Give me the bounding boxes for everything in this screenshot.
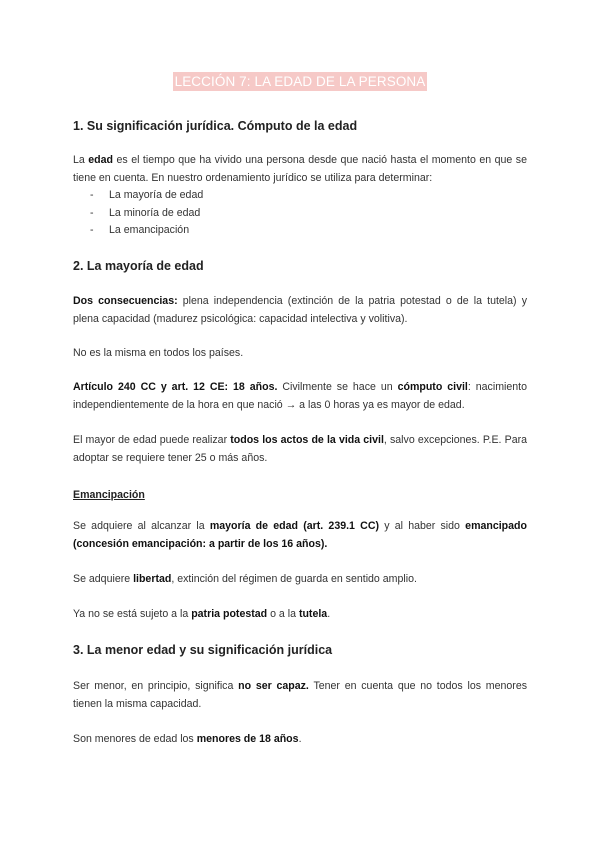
section-2-paragraph-4	[73, 432, 527, 467]
list-item-label: La minoría de edad	[109, 206, 201, 219]
list-item	[90, 205, 203, 223]
list-dash: -	[90, 224, 94, 236]
list-item	[90, 187, 203, 205]
bold-text: libertad	[133, 573, 172, 585]
section-2-paragraph-3	[73, 379, 527, 414]
bold-text: Artículo 240 CC y art. 12 CE: 18 años.	[73, 381, 278, 393]
text-run: .	[298, 733, 302, 745]
bold-text: mayoría de edad (art. 239.1 CC)	[209, 520, 379, 532]
list-item-label: La emancipación	[109, 224, 190, 236]
emancipation-subheading: Emancipación	[73, 489, 145, 501]
emancipation-subheading-row	[73, 485, 527, 503]
text-run: es el tiempo que ha vivido una persona desde que nació hasta el momento en que se tiene en cuenta. En nuestro ordenamiento jurídico se utiliza para determinar:	[73, 154, 527, 184]
bold-text: emancipado (concesión emancipación: a partir de los 16 años).	[73, 520, 527, 550]
text-run: Se adquiere	[73, 573, 134, 585]
text-run: Se adquiere al alcanzar la	[73, 520, 210, 532]
text-run: Civilmente se hace un	[277, 381, 398, 393]
list-dash: -	[90, 206, 94, 219]
section-3-paragraph-1	[73, 678, 527, 713]
section-2-heading: 2. La mayoría de edad	[73, 259, 204, 273]
text-run: Tener en cuenta que no todos los menores tienen la misma capacidad.	[73, 680, 528, 710]
bold-text: edad	[88, 154, 114, 166]
text-run: .	[327, 608, 331, 620]
list-item-label: La mayoría de edad	[109, 189, 204, 201]
bold-text: todos los actos de la vida civil	[230, 434, 384, 446]
bold-text: menores de 18 años	[196, 733, 299, 745]
text-run: El mayor de edad puede realizar	[73, 434, 231, 446]
section-2-paragraph-1	[73, 293, 527, 328]
section-2-paragraph-7	[73, 606, 527, 624]
bold-text: tutela	[298, 608, 328, 620]
text-run: plena independencia (extinción de la patria potestad o de la tutela) y plena capacidad (madurez psicológica: capacidad intelectiva y volitiva).	[73, 295, 527, 325]
section-2-paragraph-5	[73, 518, 527, 553]
bold-text: Dos consecuencias:	[73, 295, 178, 307]
section-1-list	[90, 187, 203, 240]
bold-text: patria potestad	[191, 608, 268, 620]
text-run: y al haber sido	[379, 520, 466, 532]
text-run: Ya no se está sujeto a la	[73, 608, 192, 620]
page-title: LECCIÓN 7: LA EDAD DE LA PERSONA	[174, 74, 426, 89]
list-dash: -	[90, 189, 94, 201]
bold-text: cómputo civil	[397, 381, 468, 393]
bold-text: no ser capaz.	[238, 680, 309, 692]
text-run: Ser menor, en principio, significa	[73, 680, 239, 692]
section-1-heading: 1. Su significación jurídica. Cómputo de la edad	[73, 119, 358, 133]
section-2-paragraph-6	[73, 571, 527, 589]
section-3-paragraph-2	[73, 731, 527, 749]
section-1-paragraph	[73, 152, 527, 187]
list-item	[90, 222, 203, 240]
text-run: , salvo excepciones. P.E. Para adoptar se requiere tener 25 o más años.	[73, 434, 528, 464]
text-run: Son menores de edad los	[73, 733, 197, 745]
section-2-paragraph-2: No es la misma en todos los países.	[73, 347, 244, 359]
text-run: La	[73, 154, 89, 166]
title-wrap	[0, 72, 600, 91]
section-3-heading: 3. La menor edad y su significación jurídica	[73, 643, 333, 657]
text-run: , extinción del régimen de guarda en sentido amplio.	[171, 573, 417, 585]
text-run: o a la	[267, 608, 299, 620]
text-run: : nacimiento independientemente de la hora en que nació → a las 0 horas ya es mayor de edad.	[73, 381, 527, 411]
